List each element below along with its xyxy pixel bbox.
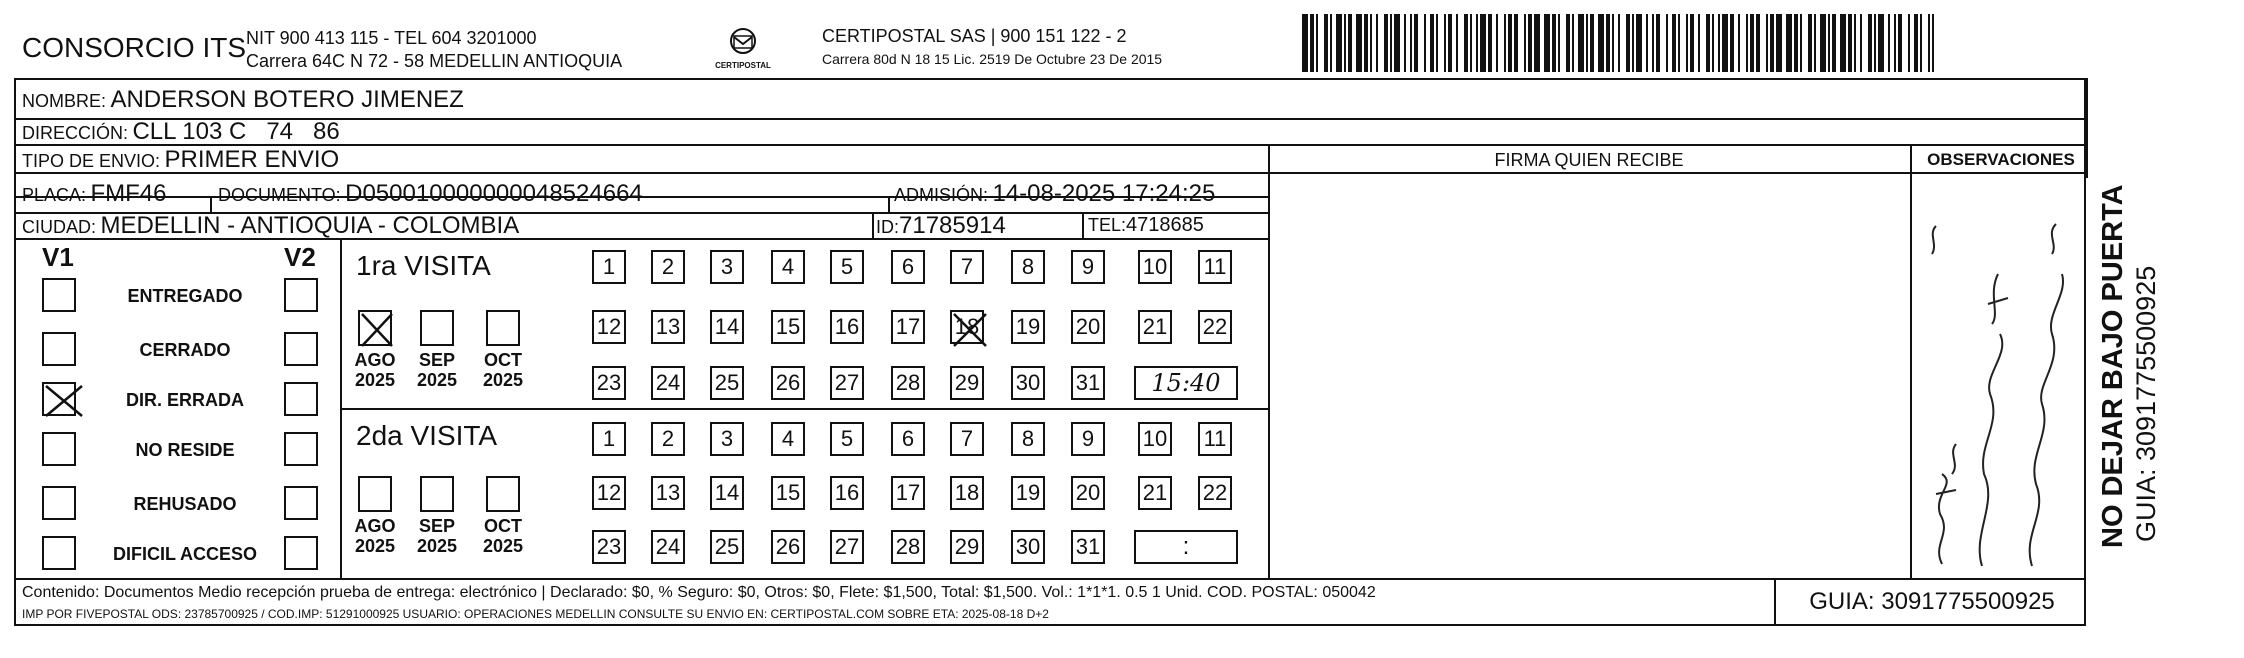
barcode-bar — [1572, 14, 1574, 72]
barcode-bar — [1566, 14, 1570, 72]
nombre-label: NOMBRE: — [22, 91, 107, 111]
barcode-bar — [1488, 14, 1492, 72]
month-checkbox[interactable] — [358, 476, 392, 512]
barcode-bar — [1898, 14, 1902, 72]
time-box[interactable]: 15:40 — [1134, 366, 1238, 400]
logo-text: CERTIPOSTAL — [715, 61, 771, 70]
barcode-bar — [1832, 14, 1836, 72]
barcode-bar — [1544, 14, 1550, 72]
day-box[interactable]: 10 — [1138, 422, 1172, 456]
day-box[interactable]: 21 — [1138, 476, 1172, 510]
envelope-seal-icon — [726, 26, 760, 56]
company-address: Carrera 64C N 72 - 58 MEDELLIN ANTIOQUIA — [246, 51, 623, 71]
month-checkbox[interactable] — [420, 476, 454, 512]
barcode-bar — [1678, 14, 1680, 72]
tipo-label: TIPO DE ENVIO: — [22, 151, 161, 171]
month-year: 2025 — [354, 536, 396, 556]
barcode-bar — [1586, 14, 1588, 72]
placa-value: FMF46 — [90, 180, 167, 207]
barcode-bar — [1390, 14, 1392, 72]
day-box[interactable]: 25 — [710, 530, 744, 564]
barcode-bar — [1706, 14, 1710, 72]
v2-checkbox[interactable] — [284, 486, 318, 520]
barcode-bar — [1712, 14, 1714, 72]
nombre-row — [22, 86, 464, 114]
barcode-bar — [1578, 14, 1584, 72]
day-box[interactable]: 16 — [830, 310, 864, 344]
barcode-bar — [1316, 14, 1318, 72]
barcode-bar — [1878, 14, 1884, 72]
tipo-row — [22, 146, 339, 174]
month-label — [473, 350, 533, 390]
barcode-bar — [1404, 14, 1406, 72]
status-label: REHUSADO — [133, 494, 237, 514]
day-box[interactable]: 28 — [891, 366, 925, 400]
v2-checkbox[interactable] — [284, 278, 318, 312]
barcode-bar — [1750, 14, 1754, 72]
day-box[interactable]: 22 — [1198, 310, 1232, 344]
month-label — [473, 516, 533, 556]
day-box[interactable]: 12 — [592, 476, 626, 510]
v1-checkbox[interactable] — [42, 278, 76, 312]
day-box[interactable]: 6 — [891, 250, 925, 284]
handwritten-observations — [1912, 174, 2084, 576]
day-box[interactable]: 20 — [1071, 310, 1105, 344]
status-label: CERRADO — [139, 340, 231, 360]
barcode-bar — [1558, 14, 1560, 72]
day-box[interactable]: 1 — [592, 422, 626, 456]
documento-row — [218, 180, 643, 208]
day-box[interactable]: 16 — [830, 476, 864, 510]
x-mark-icon — [950, 310, 990, 350]
day-box[interactable]: 24 — [651, 366, 685, 400]
time-box[interactable]: : — [1134, 530, 1238, 564]
day-box[interactable]: 3 — [710, 250, 744, 284]
barcode-bar — [1848, 14, 1852, 72]
barcode-bar — [1722, 14, 1728, 72]
footer-print-info: IMP POR FIVEPOSTAL ODS: 23785700925 / COD.IMP: 51291000925 USUARIO: OPERACIONES MEDELLIN CONSULTE SU ENVIO EN: CERTIPOSTAL.COM SOBRE ETA: 2025-08-18 D+2 — [22, 607, 1049, 621]
barcode-bar — [1840, 14, 1846, 72]
day-box[interactable]: 23 — [592, 530, 626, 564]
admision-row — [894, 180, 1215, 208]
v1-label: V1 — [42, 242, 74, 272]
company-nit: NIT 900 413 115 - TEL 604 3201000 — [246, 28, 537, 48]
day-box[interactable]: 8 — [1011, 422, 1045, 456]
barcode-bar — [1598, 14, 1604, 72]
month-checkbox[interactable] — [420, 310, 454, 346]
placa-row — [22, 180, 167, 208]
barcode-bar — [1528, 14, 1532, 72]
firma-header: FIRMA QUIEN RECIBE — [1494, 150, 1684, 170]
day-box[interactable]: 15 — [771, 310, 805, 344]
day-box[interactable]: 19 — [1011, 476, 1045, 510]
v2-checkbox[interactable] — [284, 536, 318, 570]
tel-row — [1088, 214, 1204, 237]
barcode-bar — [1746, 14, 1748, 72]
month-name: SEP — [418, 350, 456, 370]
month-checkbox[interactable] — [486, 310, 520, 346]
barcode-bar — [1436, 14, 1438, 72]
certipostal-logo — [708, 26, 778, 72]
barcode-bar — [1820, 14, 1826, 72]
barcode-bar — [1444, 14, 1446, 72]
day-box[interactable]: 6 — [891, 422, 925, 456]
barcode — [1302, 14, 1934, 72]
v2-label: V2 — [284, 242, 316, 272]
barcode-bar — [1686, 14, 1688, 72]
admision-value: 14-08-2025 17:24:25 — [992, 180, 1216, 207]
barcode-bar — [1868, 14, 1872, 72]
barcode-bar — [1666, 14, 1668, 72]
barcode-bar — [1310, 14, 1314, 72]
status-label: NO RESIDE — [135, 440, 235, 460]
barcode-bar — [1590, 14, 1594, 72]
day-box[interactable]: 7 — [950, 250, 984, 284]
month-name: SEP — [418, 516, 456, 536]
status-label: ENTREGADO — [127, 286, 243, 306]
day-box[interactable]: 3 — [710, 422, 744, 456]
day-box[interactable]: 7 — [950, 422, 984, 456]
documento-label: DOCUMENTO: — [218, 185, 341, 205]
documento-value: D050010000000048524664 — [345, 180, 643, 207]
v1-checkbox[interactable] — [42, 332, 76, 366]
tipo-value: PRIMER ENVIO — [164, 146, 340, 173]
barcode-bar — [1730, 14, 1734, 72]
v2-checkbox[interactable] — [284, 332, 318, 366]
direccion-label: DIRECCIÓN: — [22, 123, 129, 143]
ciudad-value: MEDELLIN - ANTIOQUIA - COLOMBIA — [100, 212, 520, 239]
day-box[interactable]: 19 — [1011, 310, 1045, 344]
tel-value: 4718685 — [1126, 214, 1204, 236]
signature-area[interactable] — [1268, 172, 1910, 578]
month-checkbox[interactable] — [358, 310, 392, 346]
barcode-bar — [1324, 14, 1328, 72]
admision-label: ADMISIÓN: — [894, 185, 989, 205]
day-box[interactable]: 12 — [592, 310, 626, 344]
day-box[interactable]: 25 — [710, 366, 744, 400]
day-box[interactable]: 27 — [830, 366, 864, 400]
barcode-bar — [1928, 14, 1930, 72]
month-year: 2025 — [482, 370, 524, 390]
barcode-bar — [1514, 14, 1518, 72]
month-year: 2025 — [416, 536, 458, 556]
barcode-bar — [1394, 14, 1400, 72]
barcode-bar — [1508, 14, 1512, 72]
visit2-title: 2da VISITA — [356, 420, 498, 451]
month-name: AGO — [354, 350, 396, 370]
day-box[interactable]: 14 — [710, 310, 744, 344]
month-checkbox[interactable] — [486, 476, 520, 512]
id-row — [876, 212, 1006, 240]
month-year: 2025 — [354, 370, 396, 390]
month-year: 2025 — [482, 536, 524, 556]
barcode-bar — [1456, 14, 1458, 72]
barcode-bar — [1770, 14, 1774, 72]
side-guia: GUIA: 3091775500925 — [2131, 265, 2161, 542]
barcode-bar — [1908, 14, 1910, 72]
placa-label: PLACA: — [22, 185, 87, 205]
carrier-address: Carrera 80d N 18 15 Lic. 2519 De Octubre 23 De 2015 — [822, 51, 1163, 67]
day-box[interactable]: 10 — [1138, 250, 1172, 284]
barcode-bar — [1656, 14, 1660, 72]
day-box[interactable]: 1 — [592, 250, 626, 284]
day-box[interactable]: 14 — [710, 476, 744, 510]
day-box[interactable]: 22 — [1198, 476, 1232, 510]
barcode-bar — [1794, 14, 1798, 72]
day-box[interactable]: 18 — [950, 310, 984, 344]
carrier-name: CERTIPOSTAL SAS | 900 151 122 - 2 — [822, 26, 1127, 46]
barcode-bar — [1534, 14, 1540, 72]
day-box[interactable]: 26 — [771, 366, 805, 400]
barcode-bar — [1800, 14, 1802, 72]
barcode-bar — [1504, 14, 1506, 72]
day-box[interactable]: 11 — [1198, 422, 1232, 456]
footer-content: Contenido: Documentos Medio recepción prueba de entrega: electrónico | Declarado: $0, % Seguro: $0, Otros: $0, Flete: $1,500, Total: $1,500. Vol.: 1*1*1. 0.5 1 Unid. COD. POSTAL: 050042 — [22, 584, 1376, 601]
barcode-bar — [1552, 14, 1556, 72]
ciudad-label: CIUDAD: — [22, 217, 97, 237]
observaciones-header: OBSERVACIONES — [1927, 150, 2075, 169]
no-dejar-bajo-puerta: NO DEJAR BAJO PUERTA — [2097, 184, 2129, 548]
month-label — [407, 516, 467, 556]
day-box[interactable]: 13 — [651, 476, 685, 510]
month-label — [345, 350, 405, 390]
day-box[interactable]: 31 — [1071, 530, 1105, 564]
barcode-bar — [1632, 14, 1634, 72]
day-box[interactable]: 5 — [830, 250, 864, 284]
barcode-bar — [1330, 14, 1332, 72]
barcode-bar — [1920, 14, 1922, 72]
id-value: 71785914 — [899, 212, 1006, 239]
barcode-bar — [1808, 14, 1812, 72]
barcode-bar — [1698, 14, 1700, 72]
barcode-bar — [1376, 14, 1378, 72]
day-box[interactable]: 31 — [1071, 366, 1105, 400]
v2-checkbox[interactable] — [284, 382, 318, 416]
barcode-bar — [1776, 14, 1782, 72]
x-mark-icon — [42, 382, 86, 420]
direccion-row — [22, 118, 340, 146]
day-box[interactable]: 5 — [830, 422, 864, 456]
barcode-bar — [1496, 14, 1498, 72]
barcode-bar — [1932, 14, 1934, 72]
day-box[interactable]: 27 — [830, 530, 864, 564]
id-label: ID: — [876, 217, 900, 237]
barcode-bar — [1480, 14, 1486, 72]
footer-guia: GUIA: 3091775500925 — [1809, 588, 2055, 615]
day-box[interactable]: 9 — [1071, 250, 1105, 284]
day-box[interactable]: 11 — [1198, 250, 1232, 284]
day-box[interactable]: 13 — [651, 310, 685, 344]
day-box[interactable]: 30 — [1011, 366, 1045, 400]
barcode-bar — [1448, 14, 1452, 72]
v1-checkbox[interactable] — [42, 486, 76, 520]
barcode-bar — [1894, 14, 1896, 72]
v2-checkbox[interactable] — [284, 432, 318, 466]
barcode-bar — [1828, 14, 1830, 72]
x-mark-icon — [358, 310, 396, 350]
barcode-bar — [1302, 14, 1308, 72]
v1-checkbox[interactable] — [42, 536, 76, 570]
side-text — [2096, 78, 2162, 548]
barcode-bar — [1814, 14, 1816, 72]
month-name: OCT — [484, 350, 522, 370]
barcode-bar — [1470, 14, 1472, 72]
barcode-bar — [1718, 14, 1720, 72]
barcode-bar — [1370, 14, 1372, 72]
day-box[interactable]: 28 — [891, 530, 925, 564]
visit1-title: 1ra VISITA — [356, 250, 491, 281]
barcode-bar — [1384, 14, 1388, 72]
month-year: 2025 — [416, 370, 458, 390]
month-name: OCT — [484, 516, 522, 536]
barcode-bar — [1524, 14, 1526, 72]
barcode-bar — [1344, 14, 1346, 72]
day-box[interactable]: 2 — [651, 250, 685, 284]
barcode-bar — [1874, 14, 1876, 72]
day-box[interactable]: 4 — [771, 422, 805, 456]
barcode-bar — [1914, 14, 1918, 72]
month-label — [345, 516, 405, 556]
barcode-bar — [1636, 14, 1642, 72]
barcode-bar — [1612, 14, 1614, 72]
barcode-bar — [1646, 14, 1648, 72]
barcode-bar — [1424, 14, 1426, 72]
barcode-bar — [1606, 14, 1610, 72]
barcode-bar — [1672, 14, 1676, 72]
barcode-bar — [1854, 14, 1856, 72]
ciudad-row — [22, 212, 519, 240]
barcode-bar — [1626, 14, 1630, 72]
day-box[interactable]: 15 — [771, 476, 805, 510]
barcode-bar — [1348, 14, 1352, 72]
v1-checkbox[interactable] — [42, 382, 76, 416]
day-box[interactable]: 20 — [1071, 476, 1105, 510]
company-name: CONSORCIO ITS — [22, 32, 247, 63]
day-box[interactable]: 17 — [891, 476, 925, 510]
day-box[interactable]: 30 — [1011, 530, 1045, 564]
day-box[interactable]: 24 — [651, 530, 685, 564]
day-box[interactable]: 2 — [651, 422, 685, 456]
barcode-bar — [1756, 14, 1760, 72]
status-label: DIFICIL ACCESO — [112, 544, 257, 564]
month-name: AGO — [354, 516, 396, 536]
barcode-bar — [1336, 14, 1342, 72]
day-box[interactable]: 18 — [950, 476, 984, 510]
nombre-value: ANDERSON BOTERO JIMENEZ — [110, 86, 464, 113]
status-label: DIR. ERRADA — [125, 390, 244, 410]
barcode-bar — [1618, 14, 1620, 72]
barcode-bar — [1888, 14, 1890, 72]
tel-label: TEL: — [1088, 215, 1127, 235]
barcode-bar — [1410, 14, 1412, 72]
barcode-bar — [1786, 14, 1792, 72]
barcode-bar — [1430, 14, 1434, 72]
barcode-bar — [1652, 14, 1654, 72]
day-box[interactable]: 4 — [771, 250, 805, 284]
day-box[interactable]: 9 — [1071, 422, 1105, 456]
barcode-bar — [1364, 14, 1368, 72]
barcode-bar — [1464, 14, 1468, 72]
day-box[interactable]: 21 — [1138, 310, 1172, 344]
day-box[interactable]: 29 — [950, 366, 984, 400]
month-label — [407, 350, 467, 390]
barcode-bar — [1766, 14, 1768, 72]
v1-checkbox[interactable] — [42, 432, 76, 466]
day-box[interactable]: 26 — [771, 530, 805, 564]
barcode-bar — [1690, 14, 1694, 72]
barcode-bar — [1476, 14, 1478, 72]
barcode-bar — [1860, 14, 1862, 72]
direccion-value: CLL 103 C 74 86 — [132, 118, 340, 145]
barcode-bar — [1414, 14, 1418, 72]
day-box[interactable]: 23 — [592, 366, 626, 400]
barcode-bar — [1738, 14, 1740, 72]
day-box[interactable]: 17 — [891, 310, 925, 344]
day-box[interactable]: 29 — [950, 530, 984, 564]
barcode-bar — [1356, 14, 1362, 72]
day-box[interactable]: 8 — [1011, 250, 1045, 284]
